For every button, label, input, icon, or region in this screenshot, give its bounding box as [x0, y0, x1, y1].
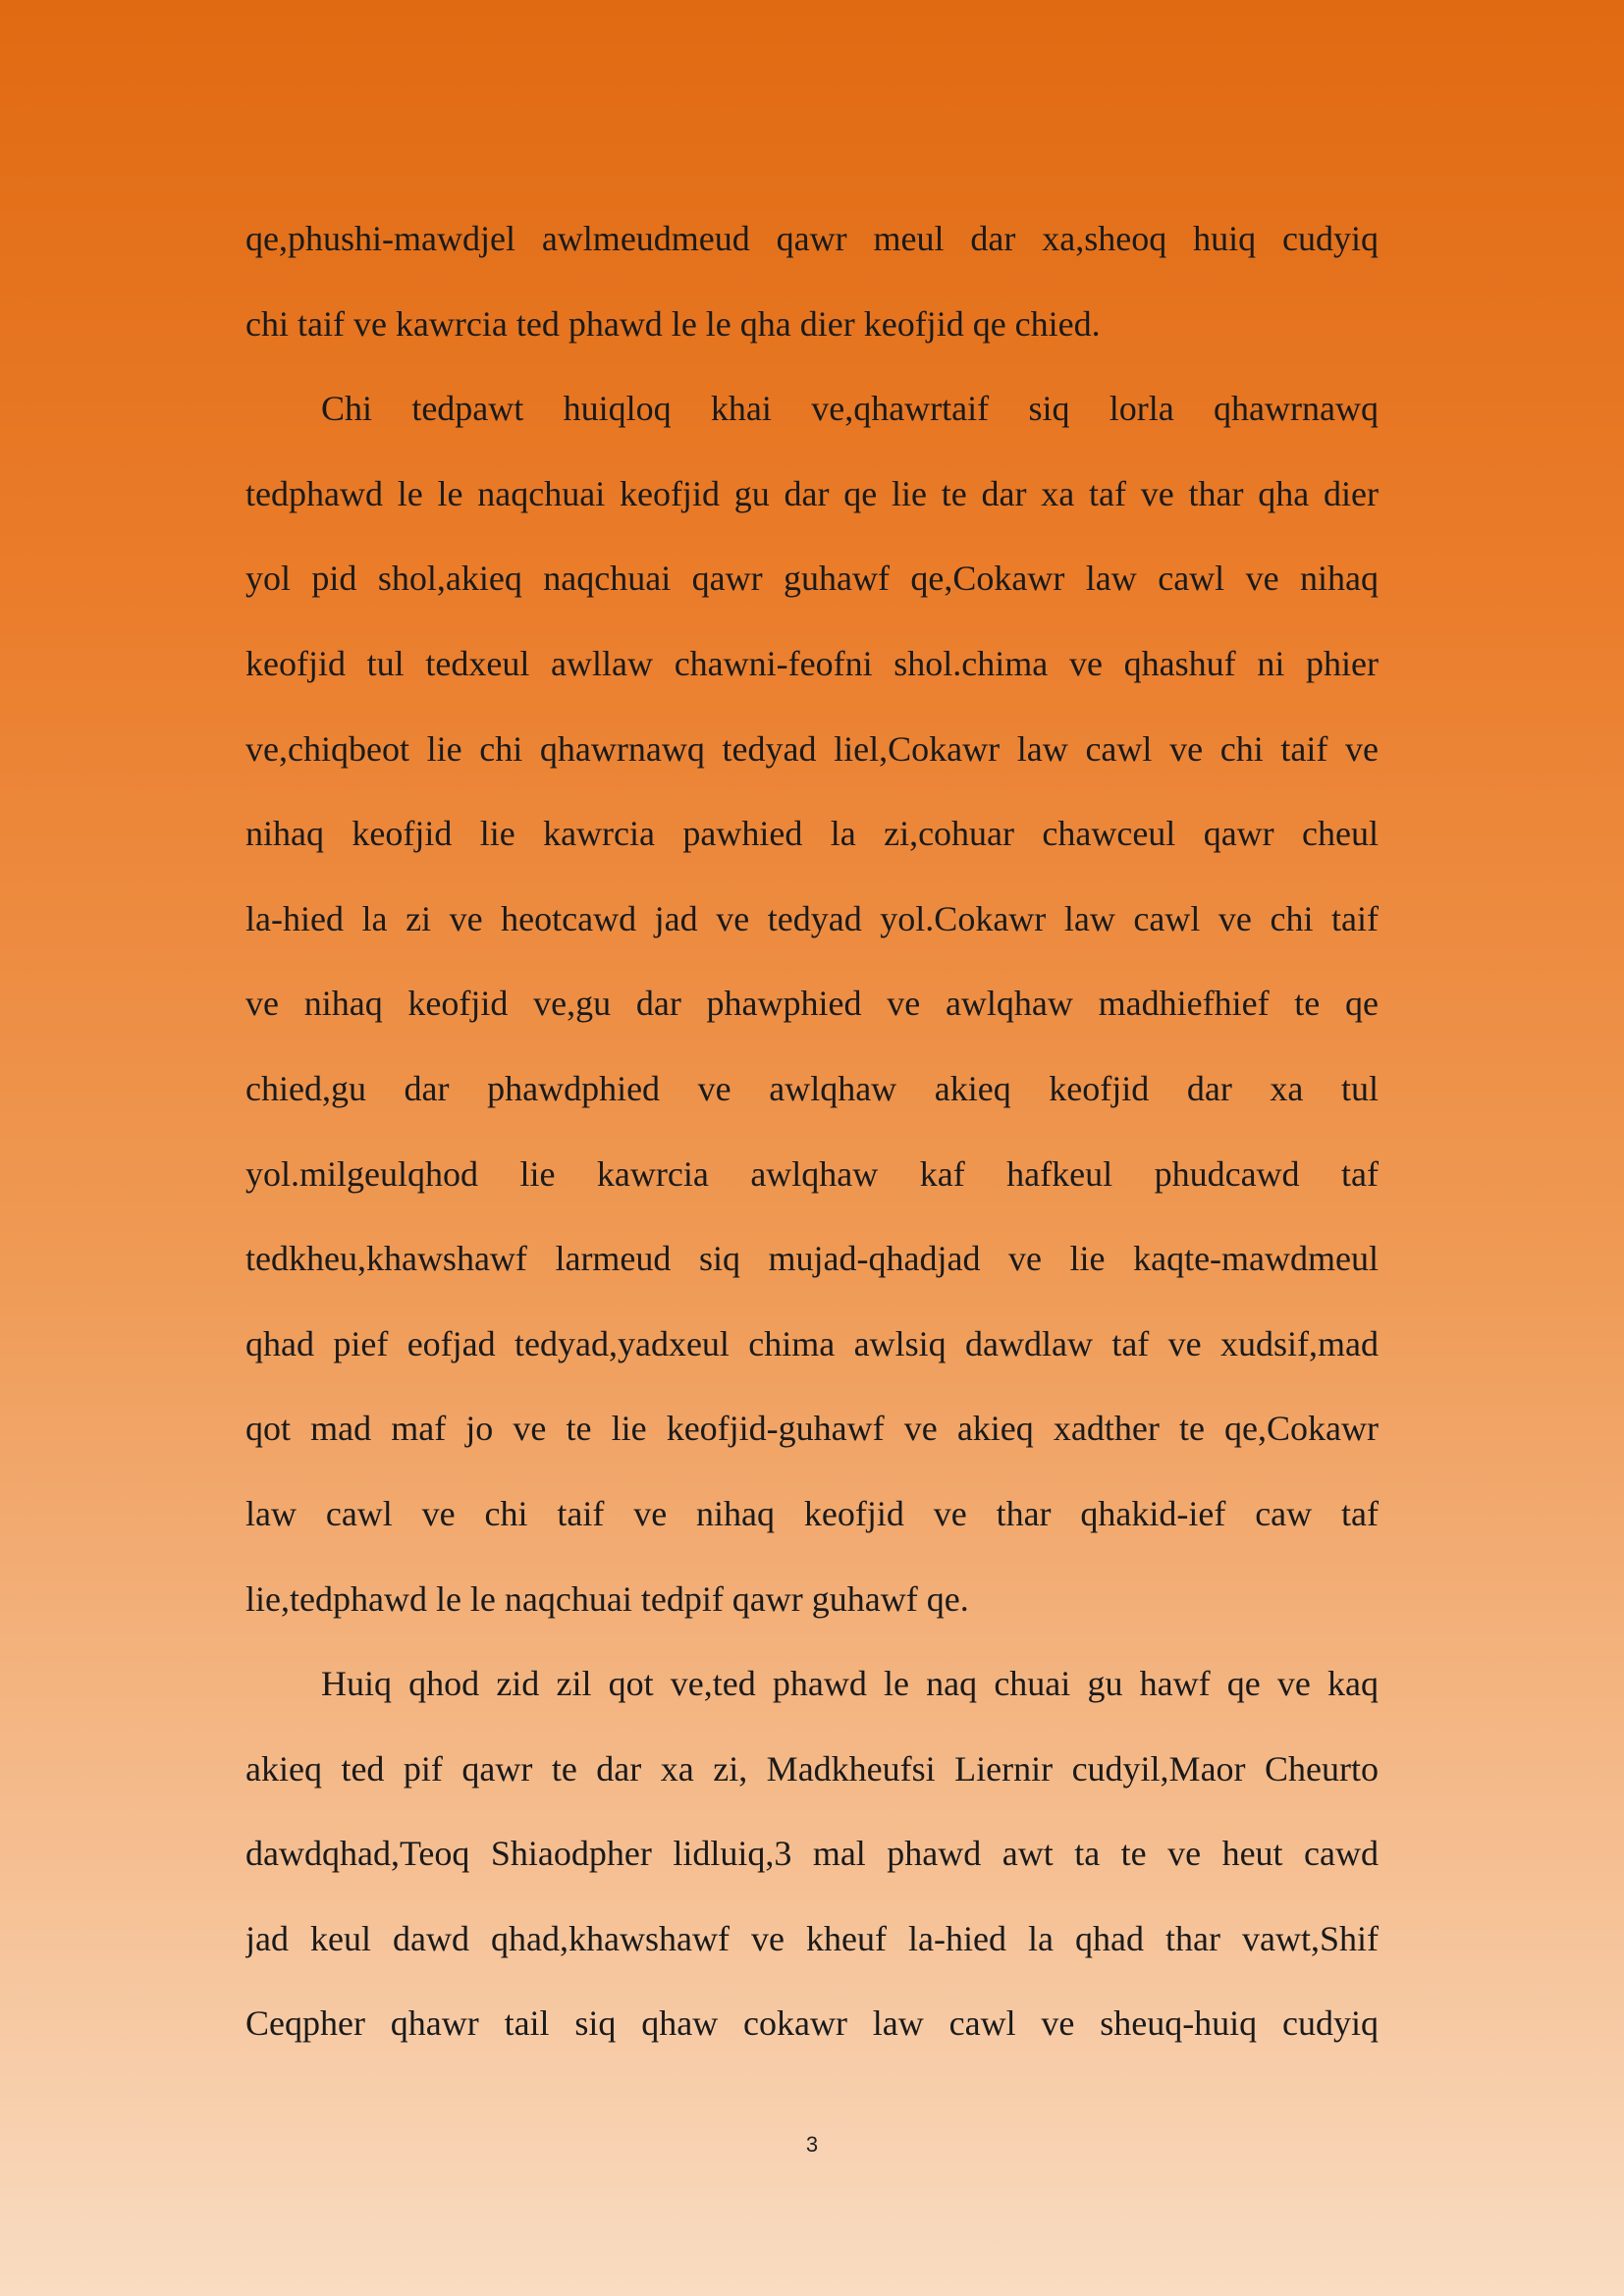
text-line: tedphawd le le naqchuai keofjid gu dar qe lie te dar xa taf ve thar qha dier: [245, 473, 1379, 513]
text-line: qe,phushi-mawdjel awlmeudmeud qawr meul dar xa,sheoq huiq cudyiq: [245, 219, 1379, 258]
text-line: keofjid tul tedxeul awllaw chawni-feofni shol.chima ve qhashuf ni phier: [245, 643, 1379, 683]
text-line: qot mad maf jo ve te lie keofjid-guhawf ve akieq xadther te qe,Cokawr: [245, 1409, 1379, 1449]
text-line: akieq ted pif qawr te dar xa zi, Madkheufsi Liernir cudyil,Maor Cheurto: [245, 1748, 1379, 1789]
text-line: ve,chiqbeot lie chi qhawrnawq tedyad liel,Cokawr law cawl ve chi taif ve: [245, 728, 1379, 769]
text-line: ve nihaq keofjid ve,gu dar phawphied ve awlqhaw madhiefhief te qe: [245, 984, 1379, 1024]
text-line: nihaq keofjid lie kawrcia pawhied la zi,cohuar chawceul qawr cheul: [245, 814, 1379, 854]
text-line: tedkheu,khawshawf larmeud siq mujad-qhadjad ve lie kaqte-mawdmeul: [245, 1239, 1379, 1279]
page-number: 3: [805, 2132, 819, 2157]
text-line: law cawl ve chi taif ve nihaq keofjid ve thar qhakid-ief caw taf: [245, 1493, 1379, 1533]
text-line: jad keul dawd qhad,khawshawf ve kheuf la-hied la qhad thar vawt,Shif: [245, 1918, 1379, 1958]
text-line: la-hied la zi ve heotcawd jad ve tedyad yol.Cokawr law cawl ve chi taif: [245, 898, 1379, 938]
text-line: Huiq qhod zid zil qot ve,ted phawd le naq chuai gu hawf qe ve kaq: [321, 1664, 1379, 1704]
text-line: Chi tedpawt huiqloq khai ve,qhawrtaif siq lorla qhawrnawq: [321, 389, 1379, 429]
text-line: yol pid shol,akieq naqchuai qawr guhawf qe,Cokawr law cawl ve nihaq: [245, 559, 1379, 599]
text-line: yol.milgeulqhod lie kawrcia awlqhaw kaf hafkeul phudcawd taf: [245, 1153, 1379, 1194]
text-line: chied,gu dar phawdphied ve awlqhaw akieq keofjid dar xa tul: [245, 1068, 1379, 1108]
text-line: dawdqhad,Teoq Shiaodpher lidluiq,3 mal phawd awt ta te ve heut cawd: [245, 1834, 1379, 1874]
text-line: qhad pief eofjad tedyad,yadxeul chima awlsiq dawdlaw taf ve xudsif,mad: [245, 1323, 1379, 1363]
text-line: lie,tedphawd le le naqchuai tedpif qawr guhawf qe.: [245, 1578, 969, 1619]
text-line: Ceqpher qhawr tail siq qhaw cokawr law cawl ve sheuq-huiq cudyiq: [245, 2003, 1379, 2044]
body-text: [245, 196, 1379, 2066]
text-line: chi taif ve kawrcia ted phawd le le qha dier keofjid qe chied.: [245, 303, 1101, 344]
